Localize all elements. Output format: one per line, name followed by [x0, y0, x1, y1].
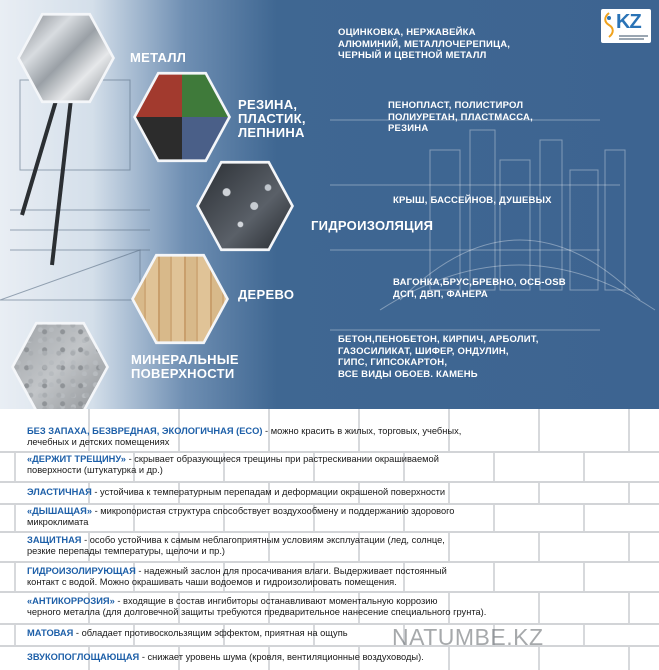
property-text: - особо устойчива к самым неблагоприятным условиям эксплуатации (лед, солнце,	[81, 535, 445, 545]
property-title: «ДЕРЖИТ ТРЕЩИНУ»	[27, 454, 126, 464]
property-elastic	[27, 487, 653, 498]
property-text: поверхности (штукатурка и др.)	[27, 465, 163, 476]
property-text: контакт с водой. Можно окрашивать чаши водоемов и гидроизолировать помещения.	[27, 577, 397, 588]
property-title: «ДЫШАЩАЯ»	[27, 506, 92, 516]
category-waterproofing: ГИДРОИЗОЛЯЦИЯ	[311, 218, 434, 233]
property-soundproof	[27, 652, 653, 663]
property-matte	[27, 628, 653, 639]
rubber-description: ПЕНОПЛАСТ, ПОЛИСТИРОЛ ПОЛИУРЕТАН, ПЛАСТМАССА, РЕЗИНА	[388, 100, 533, 134]
watermark: NATUMBE.KZ	[392, 624, 544, 650]
category-wood: ДЕРЕВО	[238, 287, 295, 302]
waterproofing-description: КРЫШ, БАССЕЙНОВ, ДУШЕВЫХ	[393, 195, 552, 206]
property-text: лечебных и детских помещениях	[27, 437, 170, 448]
property-title: ЗАЩИТНАЯ	[27, 535, 82, 545]
property-title: «АНТИКОРРОЗИЯ»	[27, 596, 115, 606]
property-text: резкие перепады температуры, щелочи и пр.)	[27, 546, 226, 557]
property-text: микроклимата	[27, 517, 89, 528]
property-protective	[27, 535, 653, 557]
logo-emblem-icon	[603, 12, 615, 38]
property-text: - скрывает образующиеся трещины при растрескивании окрашиваемой	[125, 454, 439, 464]
property-text: - можно красить в жилых, торговых, учебных,	[262, 426, 462, 436]
property-anticorrosion	[27, 596, 653, 618]
property-crack	[27, 454, 653, 476]
property-text: - микропористая структура способствует воздухообмену и поддержанию здорового	[92, 506, 455, 516]
kz-logo	[601, 9, 651, 43]
logo-text: KZ	[616, 11, 641, 33]
property-breathing	[27, 506, 653, 528]
logo-line	[619, 35, 648, 37]
property-waterproof	[27, 566, 653, 588]
property-text: - входящие в состав ингибиторы останавливают моментальную коррозию	[114, 596, 438, 606]
metal-description: ОЦИНКОВКА, НЕРЖАВЕЙКА АЛЮМИНИЙ, МЕТАЛЛОЧЕРЕПИЦА, ЧЕРНЫЙ И ЦВЕТНОЙ МЕТАЛЛ	[338, 27, 511, 61]
property-text: - надежный заслон для просачивания влаги. Выдерживает постоянный	[135, 566, 447, 576]
category-mineral: МИНЕРАЛЬНЫЕ ПОВЕРХНОСТИ	[131, 352, 239, 381]
mineral-description: БЕТОН,ПЕНОБЕТОН, КИРПИЧ, АРБОЛИТ, ГАЗОСИЛИКАТ, ШИФЕР, ОНДУЛИН, ГИПС, ГИПСОКАРТОН, ВСЕ ВИДЫ ОБОЕВ. КАМЕНЬ	[338, 334, 539, 380]
property-title: ЭЛАСТИЧНАЯ	[27, 487, 92, 497]
property-eco	[27, 426, 653, 448]
property-title: БЕЗ ЗАПАХА, БЕЗВРЕДНАЯ, ЭКОЛОГИЧНАЯ (ECO)	[27, 426, 263, 436]
wood-description: ВАГОНКА,БРУС,БРЕВНО, ОСБ-OSB ДСП, ДВП, ФАНЕРА	[393, 277, 566, 300]
category-rubber: РЕЗИНА, ПЛАСТИК, ЛЕПНИНА	[238, 97, 306, 140]
property-title: МАТОВАЯ	[27, 628, 74, 638]
logo-line	[619, 38, 644, 40]
property-text: - устойчива к температурным перепадам и деформации окрашеной поверхности	[91, 487, 446, 497]
property-text: - обладает противоскользящим эффектом, приятная на ощупь	[73, 628, 348, 638]
property-text: - снижает уровень шума (кровля, вентиляционные воздуховоды).	[139, 652, 424, 662]
properties-section	[0, 409, 659, 670]
category-metal: МЕТАЛЛ	[130, 50, 187, 65]
property-title: ГИДРОИЗОЛИРУЮЩАЯ	[27, 566, 136, 576]
property-title: ЗВУКОПОГЛОЩАЮЩАЯ	[27, 652, 140, 662]
property-text: черного металла (для долговечной защиты требуются предварительное нанесение специального грунта).	[27, 607, 487, 618]
